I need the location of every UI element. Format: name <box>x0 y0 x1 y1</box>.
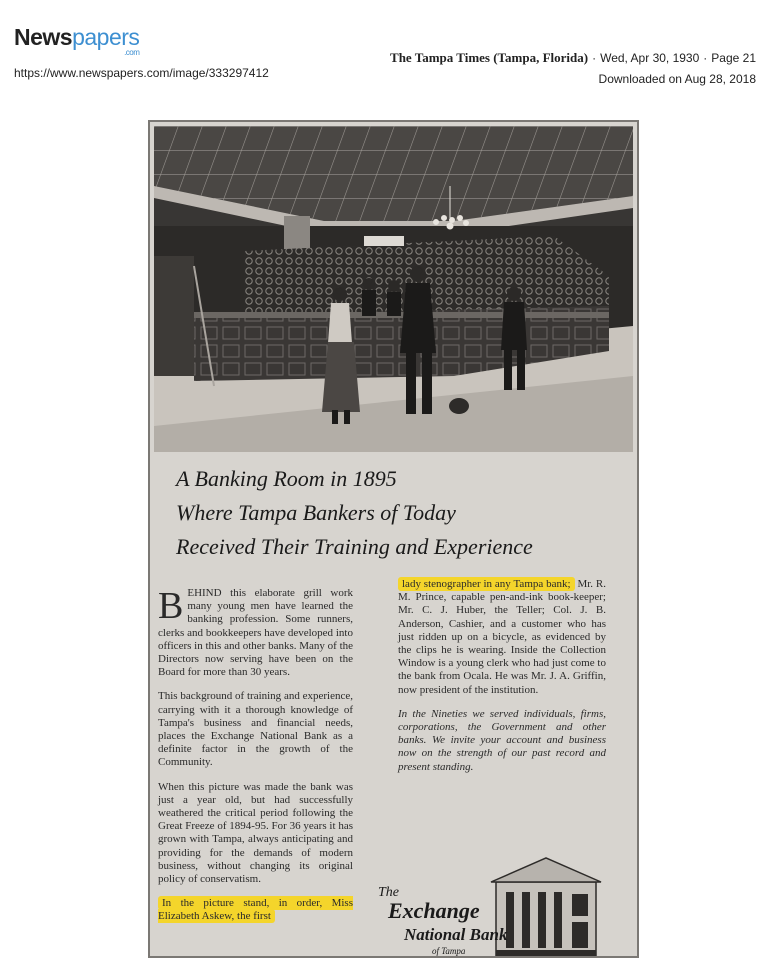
paragraph-2: This background of training and experience, carrying with it a thorough knowledge of Tampa's business and financial needs, places the Exchange National Bank as a definite factor in the growth of the Community. <box>158 690 353 769</box>
paragraph-4 <box>158 897 353 923</box>
left-column <box>158 587 353 935</box>
publication-name: The Tampa Times (Tampa, Florida) <box>390 50 589 65</box>
headline-line-2: Where Tampa Bankers of Today <box>176 500 456 525</box>
bank-logo-illustration <box>376 852 606 958</box>
highlighted-text: lady stenographer in any Tampa bank; <box>398 577 575 591</box>
logo-word-national-bank: National Bank <box>404 925 508 944</box>
publication-date: Wed, Apr 30, 1930 <box>600 51 700 65</box>
paragraph-6: In the Nineties we served individuals, firms, corporations, the Government and other banks. We invite your account and business now on the strength of our past record and present standing. <box>398 707 606 773</box>
image-url-link[interactable]: https://www.newspapers.com/image/333297412 <box>14 66 269 80</box>
highlighted-text: In the picture stand, in order, Miss Elizabeth Askew, the first <box>158 897 353 923</box>
logo-word-the: The <box>378 885 399 900</box>
exchange-national-bank-logo <box>376 852 606 958</box>
paragraph-3: When this picture was made the bank was just a year old, but had successfully weathered the critical period following the Great Freeze of 1894-95. For 36 years it has grown with Tampa, always anticipating and providing for the demands of modern business, without changing its original policy of conservatism. <box>158 780 353 886</box>
logo-text-accent: papers <box>72 24 140 50</box>
ad-headline <box>176 462 626 564</box>
logo-word-exchange: Exchange <box>388 898 480 923</box>
logo-suffix: .com <box>124 48 140 57</box>
paragraph-5-text: Mr. R. M. Prince, capable pen-and-ink book-keeper; Mr. C. J. Huber, the Teller; Col. J. B. Anderson, Cashier, and a customer who has just ridden up on a bicycle, as evidenced by the clips he is wearing. Inside the Collection Window is a young clerk who had just come to the bank from Ocala. He was Mr. J. A. Griffin, now president of the institution. <box>398 578 606 696</box>
right-column <box>398 578 606 785</box>
newspapers-logo[interactable] <box>14 24 140 57</box>
banking-room-photo <box>154 126 633 452</box>
paragraph-1-text: EHIND this elaborate grill work many young men have learned the banking profession. Some runners, clerks and bookkeepers have developed into officers in this and other banks. Many of the Directors now serving have been on the Board for more than 30 years. <box>158 587 354 679</box>
drop-cap: B <box>158 585 184 627</box>
publication-info <box>390 50 756 66</box>
logo-word-tampa: of Tampa <box>432 946 466 956</box>
page-number: Page 21 <box>711 51 756 65</box>
headline-line-1: A Banking Room in 1895 <box>176 466 397 491</box>
newspaper-clipping[interactable] <box>148 120 639 958</box>
logo-text-main: News <box>14 24 73 50</box>
paragraph-5 <box>398 578 606 697</box>
photo-illustration <box>154 126 633 452</box>
paragraph-1 <box>158 587 353 679</box>
separator-dot: · <box>592 51 597 65</box>
downloaded-date: Downloaded on Aug 28, 2018 <box>598 72 756 86</box>
headline-line-3: Received Their Training and Experience <box>176 534 533 559</box>
separator-dot: · <box>703 51 708 65</box>
